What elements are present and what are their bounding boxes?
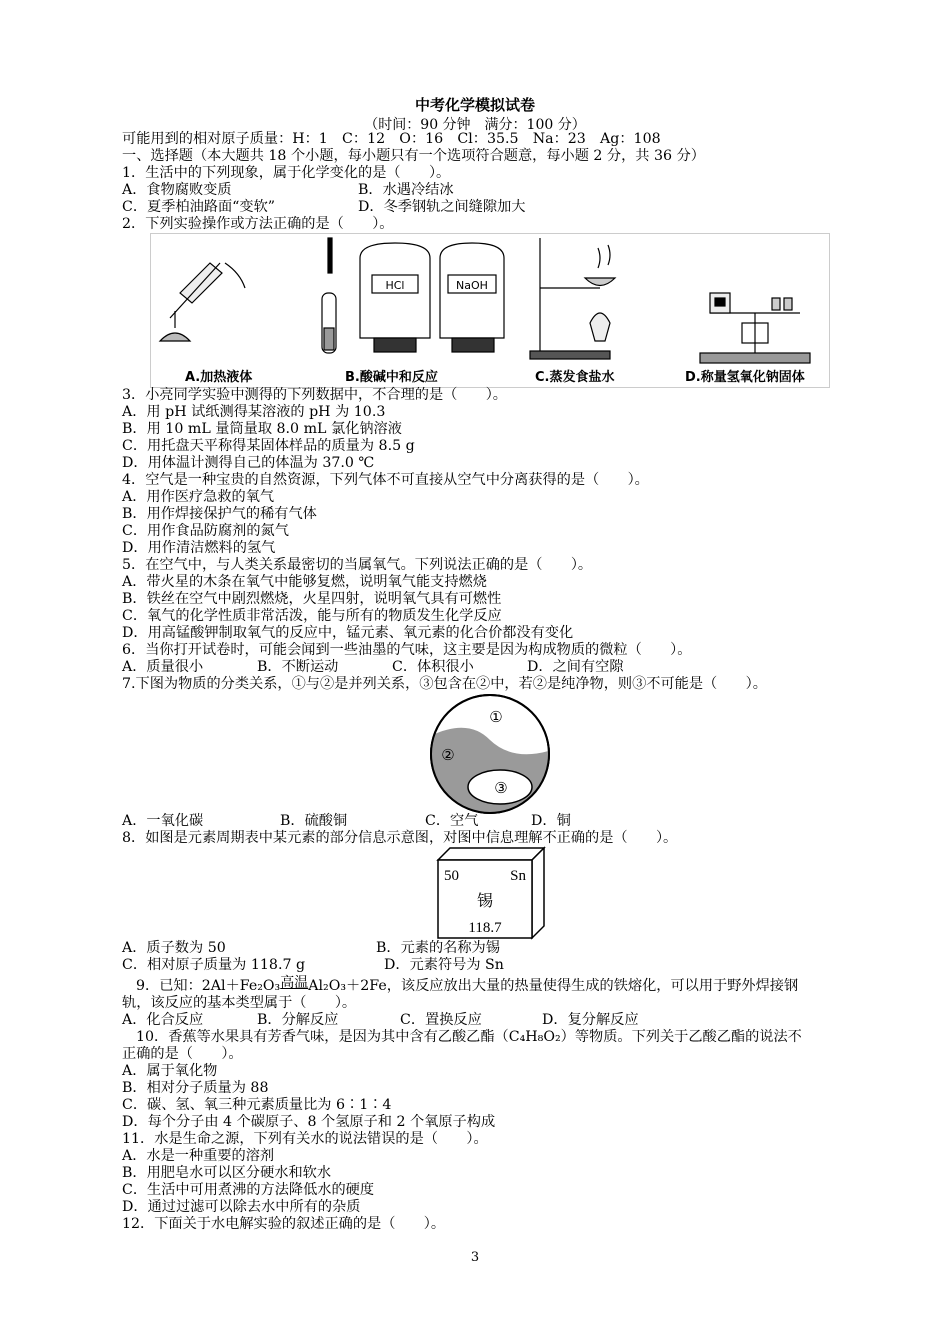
q10-stem: 10．香蕉等水果具有芳香气味，是因为其中含有乙酸乙酯（C₄H₈O₂）等物质。下列关于乙酸乙酯的说法不 bbox=[136, 1029, 802, 1045]
page-number: 3 bbox=[470, 1250, 480, 1265]
q8-stem: 8．如图是元素周期表中某元素的部分信息示意图，对图中信息理解不正确的是（ ）。 bbox=[122, 830, 678, 846]
classification-diagram bbox=[428, 692, 552, 816]
q5-stem: 5．在空气中，与人类关系最密切的当属氧气。下列说法正确的是（ ）。 bbox=[122, 557, 593, 573]
q10-option-c: C．碳、氢、氧三种元素质量比为 6∶1∶4 bbox=[122, 1097, 392, 1113]
atomic-number: 50 bbox=[444, 868, 459, 884]
q9-option-a: A．化合反应 bbox=[122, 1012, 204, 1028]
q1-options-cd bbox=[122, 199, 525, 216]
atomic-masses: 可能用到的相对原子质量：H：1 C：12 O：16 Cl：35.5 Na：23 Ag：108 bbox=[122, 131, 661, 147]
q6-option-d: D．之间有空隙 bbox=[527, 659, 624, 675]
element-symbol: Sn bbox=[510, 868, 526, 884]
q3-stem: 3．小亮同学实验中测得的下列数据中，不合理的是（ ）。 bbox=[122, 387, 507, 403]
q1-option-b: B．水遇冷结冰 bbox=[358, 182, 454, 198]
q9-options bbox=[122, 1012, 639, 1029]
q4-option-c: C．用作食品防腐剂的氮气 bbox=[122, 523, 289, 539]
region-label-1: ① bbox=[489, 708, 503, 726]
q4-stem: 4．空气是一种宝贵的自然资源，下列气体不可直接从空气中分离获得的是（ ）。 bbox=[122, 472, 649, 488]
q11-option-b: B．用肥皂水可以区分硬水和软水 bbox=[122, 1165, 332, 1181]
q1-option-c: C．夏季柏油路面“变软” bbox=[122, 199, 276, 215]
bottle-label-naoh: NaOH bbox=[456, 279, 488, 292]
q1-option-a: A．食物腐败变质 bbox=[122, 182, 232, 198]
caption-c: C.蒸发食盐水 bbox=[535, 370, 615, 385]
q9-option-c: C．置换反应 bbox=[400, 1012, 482, 1028]
periodic-element-cube bbox=[436, 846, 548, 940]
region-label-2: ② bbox=[441, 746, 455, 764]
q5-option-d: D．用高锰酸钾制取氧气的反应中，锰元素、氧元素的化合价都没有变化 bbox=[122, 625, 574, 641]
q11-option-d: D．通过过滤可以除去水中所有的杂质 bbox=[122, 1199, 361, 1215]
q1-stem: 1．生活中的下列现象，属于化学变化的是（ ）。 bbox=[122, 165, 451, 181]
q9-stem-post: Al₂O₃＋2Fe，该反应放出大量的热量使得生成的铁熔化，可以用于野外焊接钢 bbox=[308, 978, 799, 994]
q11-stem: 11．水是生命之源，下列有关水的说法错误的是（ ）。 bbox=[122, 1131, 488, 1147]
q8-options-ab bbox=[122, 940, 500, 957]
q8-option-a: A．质子数为 50 bbox=[122, 940, 226, 956]
q10-option-d: D．每个分子由 4 个碳原子、8 个氢原子和 2 个氧原子构成 bbox=[122, 1114, 496, 1130]
q7-option-c: C．空气 bbox=[425, 813, 479, 829]
q5-option-c: C．氧气的化学性质非常活泼，能与所有的物质发生化学反应 bbox=[122, 608, 502, 624]
q9-option-d: D．复分解反应 bbox=[542, 1012, 639, 1028]
q8-option-c: C．相对原子质量为 118.7 g bbox=[122, 957, 306, 973]
q1-options-ab bbox=[122, 182, 454, 199]
q6-option-b: B．不断运动 bbox=[257, 659, 339, 675]
q3-option-a: A．用 pH 试纸测得某溶液的 pH 为 10.3 bbox=[122, 404, 386, 420]
bottle-label-hcl: HCl bbox=[385, 279, 405, 292]
section-heading: 一、选择题（本大题共 18 个小题，每小题只有一个选项符合题意，每小题 2 分，共 36 分） bbox=[122, 148, 705, 164]
q9-stem bbox=[136, 975, 799, 995]
q2-stem: 2．下列实验操作或方法正确的是（ ）。 bbox=[122, 216, 394, 232]
q7-stem: 7.下图为物质的分类关系，①与②是并列关系，③包含在②中，若②是纯净物，则③不可能是（ ）。 bbox=[122, 676, 767, 692]
q11-option-a: A．水是一种重要的溶剂 bbox=[122, 1148, 275, 1164]
q6-option-c: C．体积很小 bbox=[392, 659, 474, 675]
q7-option-d: D．铜 bbox=[531, 813, 571, 829]
q11-option-c: C．生活中可用煮沸的方法降低水的硬度 bbox=[122, 1182, 375, 1198]
q4-option-a: A．用作医疗急救的氧气 bbox=[122, 489, 275, 505]
q5-option-b: B．铁丝在空气中剧烈燃烧，火星四射，说明氧气具有可燃性 bbox=[122, 591, 502, 607]
q10-option-b: B．相对分子质量为 88 bbox=[122, 1080, 269, 1096]
q9-condition: 高温 bbox=[280, 975, 309, 991]
exam-title: 中考化学模拟试卷 bbox=[414, 96, 535, 114]
q6-option-a: A．质量很小 bbox=[122, 659, 204, 675]
q9-stem-2: 轨，该反应的基本类型属于（ ）。 bbox=[122, 995, 357, 1011]
q4-option-b: B．用作焊接保护气的稀有气体 bbox=[122, 506, 317, 522]
q6-stem: 6．当你打开试卷时，可能会闻到一些油墨的气味，这主要是因为构成物质的微粒（ ）。 bbox=[122, 642, 692, 658]
atomic-mass: 118.7 bbox=[468, 920, 502, 936]
exam-subtitle: （时间：90 分钟 满分：100 分） bbox=[364, 117, 586, 133]
q7-option-a: A．一氧化碳 bbox=[122, 813, 204, 829]
caption-a: A.加热液体 bbox=[185, 370, 253, 385]
q10-option-a: A．属于氧化物 bbox=[122, 1063, 218, 1079]
q5-option-a: A．带火星的木条在氧气中能够复燃，说明氧气能支持燃烧 bbox=[122, 574, 487, 590]
q4-option-d: D．用作清洁燃料的氢气 bbox=[122, 540, 276, 556]
caption-b: B.酸碱中和反应 bbox=[345, 370, 438, 385]
q3-option-d: D．用体温计测得自己的体温为 37.0 ℃ bbox=[122, 455, 375, 471]
caption-d: D.称量氢氧化钠固体 bbox=[685, 370, 805, 385]
element-name: 锡 bbox=[476, 891, 494, 910]
q7-figure bbox=[428, 692, 552, 816]
q9-stem-pre: 9．已知：2Al＋Fe₂O₃ bbox=[136, 978, 281, 994]
region-label-3: ③ bbox=[494, 779, 508, 797]
q9-option-b: B．分解反应 bbox=[257, 1012, 339, 1028]
q8-options-cd bbox=[122, 957, 504, 974]
q7-options bbox=[122, 813, 571, 830]
lab-operations-illustration bbox=[150, 233, 830, 388]
q2-figure bbox=[150, 233, 830, 388]
q12-stem: 12．下面关于水电解实验的叙述正确的是（ ）。 bbox=[122, 1216, 446, 1232]
q8-option-d: D．元素符号为 Sn bbox=[384, 957, 504, 973]
q3-option-c: C．用托盘天平称得某固体样品的质量为 8.5 g bbox=[122, 438, 415, 454]
q1-option-d: D．冬季钢轨之间缝隙加大 bbox=[358, 199, 526, 215]
q10-stem-2: 正确的是（ ）。 bbox=[122, 1046, 243, 1062]
q8-figure bbox=[436, 846, 548, 940]
q6-options bbox=[122, 659, 624, 676]
q3-option-b: B．用 10 mL 量筒量取 8.0 mL 氯化钠溶液 bbox=[122, 421, 402, 437]
q7-option-b: B．硫酸铜 bbox=[280, 813, 348, 829]
q8-option-b: B．元素的名称为锡 bbox=[376, 940, 500, 956]
